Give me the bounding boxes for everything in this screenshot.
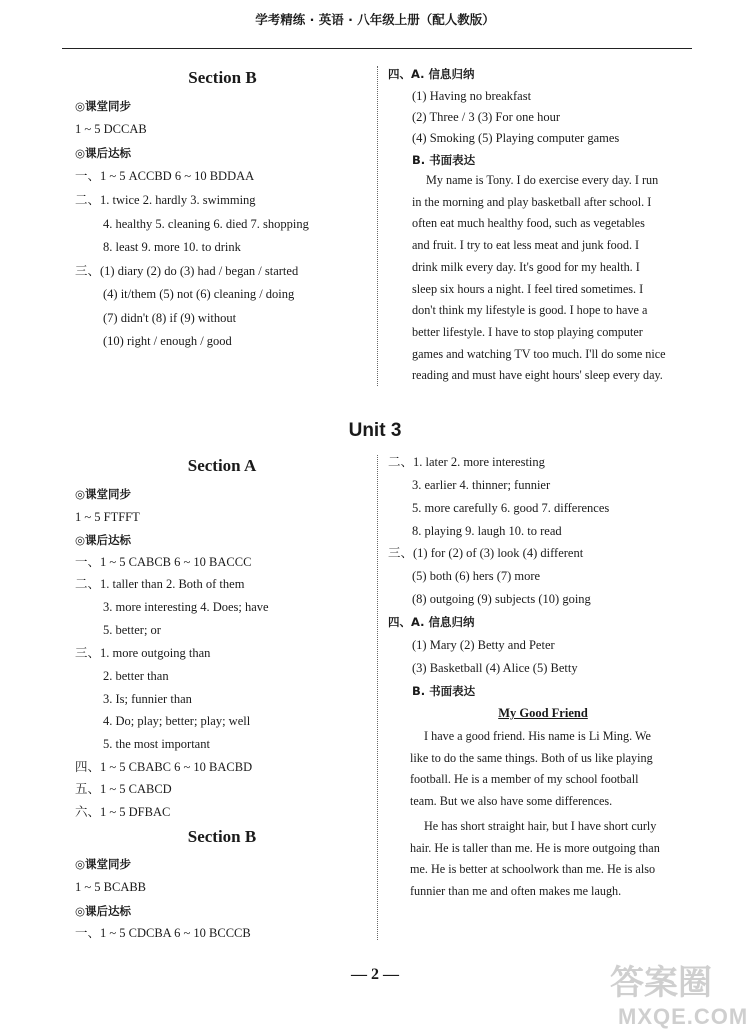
answer-line: 六、1 ~ 5 DFBAC: [75, 805, 171, 819]
answer-line: 1 ~ 5 DCCAB: [75, 122, 147, 136]
section-title: Section A: [187, 456, 257, 475]
answer-line: (3) Basketball (4) Alice (5) Betty: [412, 661, 578, 675]
answer-line: 5. the most important: [103, 737, 210, 751]
answer-line: (1) Having no breakfast: [412, 89, 532, 103]
answer-line: 三、(1) for (2) of (3) look (4) different: [388, 546, 584, 560]
essay-line: often eat much healthy food, such as vegetables: [412, 216, 645, 231]
essay-good-friend-p1: [410, 726, 676, 813]
answer-line: 一、1 ~ 5 CDCBA 6 ~ 10 BCCCB: [75, 926, 251, 940]
unit-title: Unit 3: [348, 420, 402, 441]
essay-tony: [412, 170, 678, 387]
answer-line: 3. earlier 4. thinner; funnier: [412, 478, 551, 492]
running-header: 学考精练 · 英语 · 八年级上册（配人教版）: [255, 12, 495, 27]
answer-line: 3. Is; funnier than: [103, 692, 192, 706]
essay-line: team. But we also have some differences.: [410, 794, 613, 809]
answer-line: 1 ~ 5 FTFFT: [75, 510, 140, 524]
essay-line: football. He is a member of my school football: [410, 772, 639, 787]
subheading-writing: B. 书面表达: [412, 684, 476, 698]
subheading-classroom: ◎课堂同步: [75, 99, 132, 113]
answer-line: 二、1. twice 2. hardly 3. swimming: [75, 193, 256, 207]
essay-line: He has short straight hair, but I have short curly: [424, 819, 657, 833]
subheading-writing: B. 书面表达: [412, 153, 476, 167]
essay-line: reading and must have eight hours' sleep every day.: [412, 368, 663, 383]
essay-line: sleep six hours a night. I feel tired sometimes. I: [412, 281, 644, 296]
answer-line: 4. Do; play; better; play; well: [103, 714, 251, 728]
answer-line: 一、1 ~ 5 CABCB 6 ~ 10 BACCC: [75, 555, 252, 569]
answer-line: (1) Mary (2) Betty and Peter: [412, 638, 555, 652]
essay-line: and fruit. I try to eat less meat and junk food. I: [412, 238, 640, 253]
essay-line: drink milk every day. It's good for my health. I: [412, 259, 640, 274]
subheading-after-class: ◎课后达标: [75, 146, 132, 160]
section-title: Section B: [187, 827, 257, 846]
column-divider-bottom: [377, 455, 378, 940]
subheading-classroom: ◎课堂同步: [75, 857, 132, 871]
answer-line: 三、(1) diary (2) do (3) had / began / started: [75, 264, 299, 278]
essay-line: in the morning and play basketball after school. I: [412, 194, 652, 209]
answer-line: (8) outgoing (9) subjects (10) going: [412, 592, 591, 606]
answer-line: 5. more carefully 6. good 7. differences: [412, 501, 610, 515]
subheading-info: 四、A. 信息归纳: [388, 67, 475, 81]
answer-line: 4. healthy 5. cleaning 6. died 7. shopping: [103, 217, 309, 231]
subheading-after-class: ◎课后达标: [75, 904, 132, 918]
answer-line: 三、1. more outgoing than: [75, 646, 211, 660]
answer-line: 五、1 ~ 5 CABCD: [75, 782, 172, 796]
header-rule: [62, 48, 692, 49]
answer-line: 四、1 ~ 5 CBABC 6 ~ 10 BACBD: [75, 760, 253, 774]
answer-line: 二、1. taller than 2. Both of them: [75, 577, 245, 591]
answer-line: 一、1 ~ 5 ACCBD 6 ~ 10 BDDAA: [75, 169, 255, 183]
essay-line: hair. He is taller than me. He is more outgoing than: [410, 840, 660, 855]
column-divider-top: [377, 66, 378, 386]
essay-title: My Good Friend: [498, 706, 588, 720]
essay-line: don't think my lifestyle is good. I hope to have a: [412, 303, 648, 318]
answer-line: 1 ~ 5 BCABB: [75, 880, 147, 894]
essay-line: me. He is better at schoolwork than me. He is also: [410, 862, 656, 877]
answer-line: 8. least 9. more 10. to drink: [103, 240, 241, 254]
subheading-classroom: ◎课堂同步: [75, 487, 132, 501]
section-title: Section B: [188, 68, 257, 87]
essay-line: like to do the same things. Both of us like playing: [410, 750, 653, 765]
essay-line: better lifestyle. I have to stop playing computer: [412, 324, 643, 339]
answer-line: (4) Smoking (5) Playing computer games: [412, 131, 620, 145]
essay-line: My name is Tony. I do exercise every day. I run: [426, 173, 659, 187]
answer-line: 8. playing 9. laugh 10. to read: [412, 524, 562, 538]
essay-line: funnier than me and often makes me laugh.: [410, 884, 622, 899]
answer-line: 3. more interesting 4. Does; have: [103, 600, 269, 614]
subheading-after-class: ◎课后达标: [75, 533, 132, 547]
answer-line: (4) it/them (5) not (6) cleaning / doing: [103, 287, 295, 301]
answer-line: (7) didn't (8) if (9) without: [103, 311, 237, 325]
answer-line: (5) both (6) hers (7) more: [412, 569, 541, 583]
watermark-logo: 答案圈: [610, 963, 712, 1003]
answer-line: 2. better than: [103, 669, 169, 683]
answer-line: 二、1. later 2. more interesting: [388, 455, 545, 469]
essay-line: I have a good friend. His name is Li Ming. We: [424, 729, 651, 743]
watermark-url: MXQE.COM: [618, 1004, 749, 1029]
answer-line: 5. better; or: [103, 623, 161, 637]
essay-good-friend-p2: [410, 816, 676, 903]
essay-line: games and watching TV too much. I'll do some nice: [412, 346, 666, 361]
subheading-info: 四、A. 信息归纳: [388, 615, 475, 629]
answer-line: (10) right / enough / good: [103, 334, 232, 348]
page-number: — 2 —: [351, 966, 399, 983]
answer-line: (2) Three / 3 (3) For one hour: [412, 110, 560, 124]
